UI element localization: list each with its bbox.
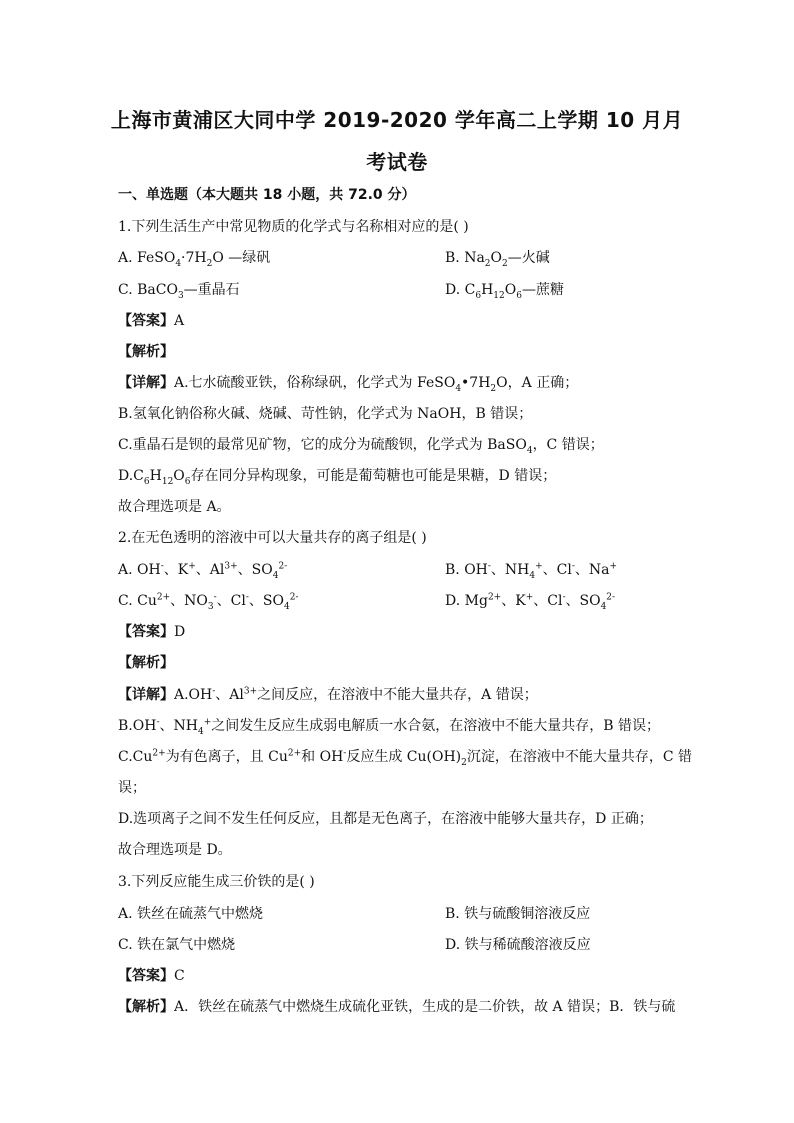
q2-answer: 【答案】D: [118, 624, 186, 640]
q2-detail-line-3: $C.Cu^{2+}$为有色离子，且 $Cu^{2+}$和 OH-反应生成 $Cu(OH)_2$沉淀，在溶液中不能大量共存，C 错: [118, 748, 693, 768]
q2-option-d: D. $Mg^{2+}$、K+、Cl-、$SO_4^{2-}$: [445, 592, 616, 612]
q1-option-c: C. BaCO$_3$—重晶石: [118, 282, 240, 301]
q2-stem: 2.在无色透明的溶液中可以大量共存的离子组是( ): [118, 530, 427, 546]
q2-option-c: C. $Cu^{2+}$、$NO_3^-$、Cl-、$SO_4^{2-}$: [118, 592, 299, 612]
q1-detail-line-2: B.氢氧化钠俗称火碱、烧碱、苛性钠，化学式为 NaOH，B 错误；: [118, 406, 533, 422]
q2-detail-line-2: B.OH-、$NH_4^+$之间发生反应生成弱电解质一水合氨，在溶液中不能大量共存，B 错误；: [118, 717, 660, 737]
q1-detail-line-3: C.重晶石是钡的最常见矿物，它的成分为硫酸钡，化学式为 BaSO$_4$，C 错误；: [118, 437, 604, 456]
q1-detail-line-1: 【详解】A.七水硫酸亚铁，俗称绿矾，化学式为 $FeSO_4•7H_2O$，A 正确；: [118, 375, 579, 394]
q2-detail-line-4: D.选项离子之间不发生任何反应，且都是无色离子，在溶液中能够大量共存，D 正确；: [118, 811, 653, 827]
q3-stem: 3.下列反应能生成三价铁的是( ): [118, 874, 315, 890]
q2-option-a: A. OH-、K+、$Al^{3+}$、$SO_4^{2-}$: [118, 561, 288, 581]
title-line-1: 上海市黄浦区大同中学 2019-2020 学年高二上学期 10 月月: [110, 108, 684, 132]
q3-option-a: A. 铁丝在硫蒸气中燃烧: [118, 906, 264, 922]
section-heading: 一、单选题（本大题共 18 小题，共 72.0 分）: [118, 187, 416, 203]
q3-option-b: B. 铁与硫酸铜溶液反应: [445, 906, 591, 922]
q1-option-a: A. $FeSO_4\cdot 7H_2O$ —绿矾: [118, 250, 271, 269]
q3-option-c: C. 铁在氯气中燃烧: [118, 937, 236, 953]
q2-detail-line-3-cont: 误；: [118, 780, 146, 796]
q2-analysis-label: 【解析】: [118, 655, 174, 671]
q1-analysis-label: 【解析】: [118, 344, 174, 360]
q2-conclusion: 故合理选项是 D。: [118, 842, 232, 858]
q3-answer: 【答案】C: [118, 968, 185, 984]
q1-option-b: B. $Na_2O_2—$火碱: [445, 250, 550, 269]
q2-option-b: B. OH-、$NH_4^+$、Cl-、Na+: [445, 561, 618, 581]
q1-conclusion: 故合理选项是 A。: [118, 499, 231, 515]
q3-option-d: D. 铁与稀硫酸溶液反应: [445, 937, 591, 953]
q1-stem: 1.下列生活生产中常见物质的化学式与名称相对应的是( ): [118, 219, 469, 235]
title-line-2: 考试卷: [366, 150, 428, 174]
q1-option-d: D. $C_6H_{12}O_6—$蔗糖: [445, 282, 564, 301]
q1-answer: 【答案】A: [118, 313, 185, 329]
q2-detail-line-1: 【详解】A.OH-、$Al^{3+}$之间反应，在溶液中不能大量共存，A 错误；: [118, 686, 538, 703]
q1-detail-line-4: $D.C_6H_{12}O_6$存在同分异构现象，可能是葡萄糖也可能是果糖，D 错误；: [118, 468, 557, 487]
q3-analysis-line-1: 【解析】A．铁丝在硫蒸气中燃烧生成硫化亚铁，生成的是二价铁，故 A 错误；B．铁与硫: [118, 999, 676, 1015]
